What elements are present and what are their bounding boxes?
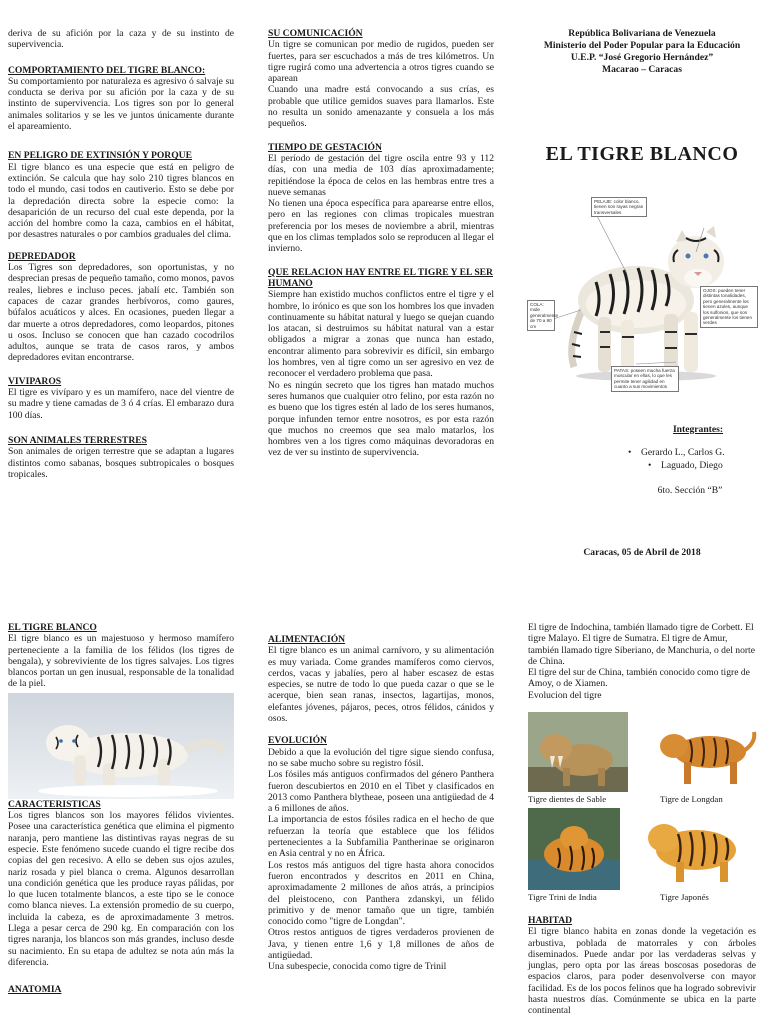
member-item: [648, 460, 758, 472]
section-viviparous: [8, 376, 234, 421]
section-heading: EL TIGRE BLANCO: [8, 622, 97, 633]
section-text: El tigre blanco es una especie que está en peligro de extinción. Se calcula que hay solo 210 tigres blancos en todo el mundo, casi todos en cautiverio. Esto se debe por la depredación directa sobre la especie como: la desaparición de un recurso del cual este dependa, por la acción del hombre como la caza, cambios en el hábitat, por desastres naturales o por cambios graduales del clima.: [8, 161, 234, 241]
section-heading: DEPREDADOR: [8, 250, 76, 262]
section-text: El tigre blanco es un animal carnívoro, y su alimentación es muy variada. Come grandes mamíferos como ciervos, cerdos, vacas y jabalíes, pero al haber escasez de estas especies, se nutre de todo lo que pueda cazar o que se le acerque, bien sean ranas, insectos, lagartijas, monos, elefantes jóvenes, pájaros, peces, otros félidos, cánidos y osos.: [268, 645, 494, 725]
photo-trinil: [528, 808, 620, 890]
members-heading: Integrantes:: [672, 424, 724, 435]
label-fur: PELAJE: color blanco, tienen son rayas negras transversales: [591, 197, 647, 217]
photo-sabertooth: [528, 712, 628, 792]
panel-2: [268, 28, 494, 459]
section-heading: SU COMUNICACIÓN: [268, 28, 363, 39]
header-line: U.E.P. “José Gregorio Hernández”: [570, 52, 714, 63]
section-label: 6to. Sección “B”: [657, 485, 723, 496]
photo-japanese: [630, 808, 758, 888]
section-extinction: [8, 150, 234, 240]
caption-japanese: Tigre Japonés: [660, 892, 709, 902]
section-heading: COMPORTAMIENTO DEL TIGRE BLANCO:: [8, 64, 206, 76]
header-line: Ministerio del Poder Popular para la Educación: [543, 40, 741, 51]
section-terrestrial: [8, 435, 234, 480]
member-name: Laguado, Diego: [660, 460, 723, 471]
label-tail: COLA: mide generalmente de 70 a 90 cm: [527, 300, 555, 331]
snow-tiger-image: [8, 693, 234, 799]
label-eyes: OJOS: pueden tener distintas tonalidades, pero generalmente los tienen azules, aunque los sulfonios, que son generalmente los tienen verdes: [700, 286, 758, 328]
section-text: Debido a que la evolución del tigre sigue siendo confusa, no se sabe mucho sobre su registro fósil. Los fósiles más antiguos confirmados del género Panthera fueron descubiertos en 2010 en el Tibet y clasificados en 2013 como Panthera blytheae, poseen una antigüedad de 4 a 6 millones de años. La importancia de estos fósiles radica en el hecho de que refuerzan la teoría que establece que los félidos pertenecientes a la Subfamilia Pantherinae se originaron en Asia central y no en África. Los restos más antiguos del tigre hasta ahora conocidos fueron encontrados y descritos en 2011 en China, aproximadamente 2 millones de años atrás, a principios del pleistoceno, con Panthera zdanskyi, un félido primitivo y de menor tamaño que un tigre, también conocido como "tigre de Longdan". Otros restos antiguos de tigres verdaderos provienen de Java, y tienen entre 1,6 y 1,8 millones de años de antigüedad. Una subespecie, conocida como tigre de Trinil: [268, 746, 494, 973]
section-anatomy: [8, 984, 234, 995]
sabertooth-image: [528, 712, 628, 792]
section-text: Los Tigres son depredadores, son oportunistas, y no desprecian presas de pequeño tamaño, como monos, pavos reales, liebres e incluso peces. jabalí etc. También son capaces de cazar grandes herbívoros, como gaures, búfalos acuáticos y alces. En ocasiones, pueden llegar a dar muerte a otros depredadores, como leopardos, pitones u osos. Incluso se conocen que han cazado cocodrilos adultos, aunque se trata de casos raros, y ambos depredadores evitan encontrarse.: [8, 262, 234, 364]
intro-paragraph: El tigre de Indochina, también llamado tigre de Corbett. El tigre Malayo. El tigre de Sumatra. El tigre de Amur, también llamado tigre Siberiano, de Manchuria, o del norte de China. El tigre del sur de China, también conocido como tigre de Amoy, o de Xiamen. Evolucion del tigre: [528, 622, 755, 701]
header-line: República Bolivariana de Venezuela: [568, 28, 716, 39]
section-white-tiger: [8, 622, 234, 690]
cover-title: EL TIGRE BLANCO: [545, 143, 739, 165]
bullet-icon: •: [628, 447, 641, 458]
label-legs: PATAS: poseen mucha fuerza muscular en ellas, lo que les permite tener agilidad en cuanto a sus movimientos: [611, 366, 679, 392]
intro-paragraph: deriva de su afición por la caza y de su instinto de supervivencia.: [8, 28, 234, 51]
section-text: El tigre blanco habita en zonas donde la vegetación es arbustiva, poblada de matorrales y con árboles diseminados. Puede andar por las verdaderas selvas y junglas, pero opta por las áreas boscosas posedoras de espacios claros, para poder desenvolverse con mayor facilidad. Es de los pocos felinos que ha logrado sobrevivir hasta nuestros días. Comúnmente se ubica en la parte continental: [528, 926, 756, 1017]
section-predator: [8, 251, 234, 364]
section-text: Son animales de origen terrestre que se adaptan a lugares distintos como sabanas, bosques subtropicales o bosques tropicales.: [8, 446, 234, 480]
panel-4: [8, 622, 234, 996]
section-text: El tigre es vivíparo y es un mamífero, nace del vientre de su madre y tiene camadas de 3 ó 4 crías. El embarazo dura 100 días.: [8, 387, 234, 421]
snow-tiger-photo: [8, 693, 234, 799]
section-heading: TIEMPO DE GESTACIÓN: [268, 141, 382, 153]
caption-sabertooth: Tigre dientes de Sable: [528, 794, 607, 804]
caption-trinil: Tigre Trini de India: [528, 892, 597, 902]
section-text: Siempre han existido muchos conflictos entre el tigre y el hombre, lo irónico es que son los hombres los que invaden continuamente su hábitat natural y luego se quejan cuando los atacan, si destruimos su hábitat natural van a estar obligados a migrar a zonas que nunca han estado, encontrar alimento para sobrevivir es difícil, sin embargo los hombres, ven al tigre como un ser agresivo en vez de reconocer el verdadero problema que pasa. No es ningún secreto que los tigres han matado muchos seres humanos que cualquier otro felino, por esta razón no es bueno que los tigres estén al lado de los seres humanos, porque infunden temor entre nosotros, es por esta razón que muchos no creemos que sea malo matarlos, los hombres ven a los tigres como máquinas devoradoras en vez de ver su instinto de supervivencia.: [268, 289, 494, 459]
section-heading: CARACTERISTICAS: [8, 798, 101, 810]
section-heading: ALIMENTACIÓN: [268, 634, 346, 645]
cover-date: Caracas, 05 de Abril de 2018: [583, 547, 701, 558]
section-communication: [268, 28, 494, 130]
member-name: Gerardo L., Carlos G.: [640, 447, 725, 458]
section-heading: ANATOMIA: [8, 984, 62, 996]
section-habitat: [528, 915, 756, 1017]
section-heading: VIVIPAROS: [8, 375, 62, 387]
section-text: El tigre blanco es un majestuoso y hermoso mamífero perteneciente a la familia de los félidos (los tigres de bengala), y sobreviviente de los tigres salvajes. Los tigres blancos portan un gen inusual, responsable de la tonalidad de la piel.: [8, 633, 234, 690]
section-heading: QUE RELACION HAY ENTRE EL TIGRE Y EL SER HUMANO: [268, 266, 493, 289]
trinil-tiger-image: [528, 808, 620, 890]
section-gestation: [268, 142, 494, 255]
japanese-tiger-image: [630, 808, 758, 888]
longdan-tiger-image: [650, 712, 758, 792]
section-text: Los tigres blancos son los mayores félidos vivientes. Posee una característica genética que elimina el pigmento naranja, pero mantiene las distintivas rayas negras de su especie. Este fenómeno sucede cuando el tigre recibe dos copias del gen recesivo. A ello se deben sus ojos azules, nariz rosada y piel blanca o crema. Algunos desarrollan una condición genética que les produce rayas pálidas, por lo que lucen totalmente blancos, a este tipo se le conoce como blanca nieves. La extensión promedio de su cuerpo, incluida la cabeza, es de aproximadamente 3 metros. Llega a pesar cerca de 290 kg. En comparación con los tigres naranja, los blancos son más grandes, incluso desde su nacimiento. En su etapa de adultez se nota aún más la diferencia.: [8, 810, 234, 968]
caption-longdan: Tigre de Longdan: [660, 794, 723, 804]
panel-6: [528, 622, 756, 701]
section-feeding: [268, 634, 494, 724]
section-evolution: [268, 735, 494, 972]
member-item: [628, 447, 760, 459]
section-text: Un tigre se comunican por medio de rugidos, pueden ser fuertes, para ser escuchados a más de tres kilómetros. Un tigre rugirá como una advertencia a otros tigres cuando se aparean Cuando una madre está convocando a sus crías, es probable que utilice gemidos suaves para llamarlos. Este no resulta un sonido amenazante y consuela a los más pequeños.: [268, 39, 494, 130]
section-behavior: [8, 65, 234, 133]
section-heading: SON ANIMALES TERRESTRES: [8, 434, 147, 446]
section-text: Su comportamiento por naturaleza es agresivo ó salvaje su conducta se deriva por su afición por la caza y de su instinto de supervivencia. Los tigres son por lo general animales solitarios y se les ve juntos únicamente durante el apareamiento.: [8, 75, 234, 133]
photo-longdan: [650, 712, 758, 792]
section-heading: HABITAD: [528, 915, 573, 926]
section-heading: EVOLUCIÓN: [268, 735, 327, 747]
section-characteristics: [8, 799, 234, 968]
section-heading: EN PELIGRO DE EXTINSIÓN Y PORQUE: [8, 150, 192, 162]
section-human-relation: [268, 267, 494, 459]
header-line: Macarao – Caracas: [602, 64, 682, 75]
section-text: El período de gestación del tigre oscila entre 93 y 112 días, con una media de 103 días aproximadamente; repitiéndose la época de celos en las hembras entre tres a nueve semanas No tienen una época específica para aparearse entre ellos, pero en las regiones con climas tropicales muestran preferencia por los meses de noviembre a abril, mientras que en los climas templados solo se reproducen al llegar el invierno.: [268, 152, 494, 255]
panel-5: [268, 634, 494, 973]
cover-header: [528, 28, 756, 76]
bullet-icon: •: [648, 460, 661, 471]
panel-1: [8, 28, 234, 480]
